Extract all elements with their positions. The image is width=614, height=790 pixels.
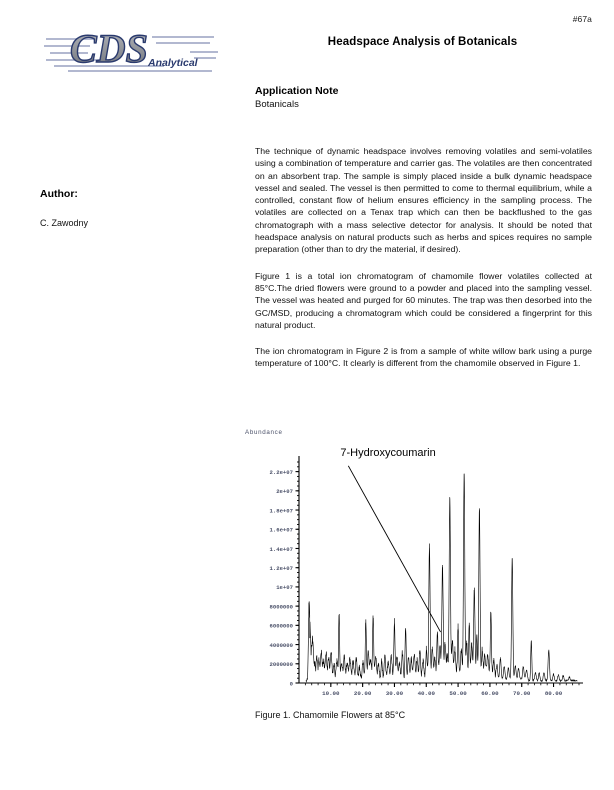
y-axis-tick-label: 1.6e+07 [269,526,293,534]
document-number: #67a [572,14,592,24]
page-title: Headspace Analysis of Botanicals [327,36,518,48]
peak-annotation-leader-line [348,466,440,632]
logo-subtext: Analytical [148,57,198,69]
chromatogram-plot [243,420,593,710]
application-note-heading: Application Note [255,85,339,97]
author-label: Author: [40,188,78,200]
logo-letters: CDS [70,26,148,71]
application-note-subject: Botanicals [255,99,299,110]
paragraph-3: The ion chromatogram in Figure 2 is from a sample of white willow bark using a purge temperature of 100°C. It clearly is different from the chamomile observed in Figure 1. [255,346,592,369]
y-axis-tick-label: 1.8e+07 [269,507,293,515]
figure-1 [243,420,593,740]
y-axis-tick-label: 0 [289,680,293,688]
logo-speedlines-right [152,37,218,58]
cds-analytical-logo [44,26,220,74]
chromatogram-trace [306,474,577,682]
paragraph-2: Figure 1 is a total ion chromatogram of chamomile flower volatiles collected at 85°C.The dried flowers were ground to a powder and placed into the sampling vessel. The vessel was heated and purged for 60 minutes. The trap was then desorbed into the GC/MSD, producing a chromatogram which could be considered a fingerprint for this natural product. [255,270,592,330]
y-axis-tick-label: 1.2e+07 [269,564,293,572]
x-axis-tick-label: 10.00 [322,690,340,697]
author-name: C. Zawodny [40,218,89,228]
x-axis-tick-label: 80.00 [544,690,563,697]
paragraph-1: The technique of dynamic headspace involves removing volatiles and semi-volatiles using a combination of temperature and carrier gas. The volatiles are then concentrated on an absorbent trap. The sample is simply placed inside a bulk dynamic headspace vessel and sealed. The vessel is then permitted to come to thermal equilibrium, while a controlled, constant flow of helium ensures efficiency in the sampling process. The volatiles are collected on a Tenax trap which can then be backflushed to the gas chromatograph with a mass selective detector for analysis. It should be noted that headspace analysis on natural products such as herbs and spices requires no sample preparation (other than to dry the material, if desired). [255,146,592,255]
y-axis-tick-label: 4000000 [269,641,293,649]
y-axis-label: Abundance [245,429,283,436]
x-axis-tick-label: 40.00 [417,690,435,697]
y-axis-tick-label: 6000000 [269,622,293,630]
peak-annotation-label: 7-Hydroxycoumarin [340,447,436,460]
y-axis-tick-label: 1e+07 [276,584,293,592]
x-axis-tick-label: 60.00 [481,690,499,697]
author-block [40,188,220,228]
y-axis-tick-label: 8000000 [269,603,293,611]
y-axis-tick-label: 2.2e+07 [269,468,293,476]
x-axis-tick-label: 50.00 [449,690,467,697]
y-axis-tick-label: 2e+07 [276,488,293,496]
x-axis-tick-label: 70.00 [513,690,531,697]
application-note-block [255,85,591,110]
x-axis-tick-label: 20.00 [353,690,372,697]
x-axis-tick-label: 30.00 [385,690,404,697]
figure-caption: Figure 1. Chamomile Flowers at 85°C [255,710,406,720]
y-axis-tick-label: 1.4e+07 [269,545,293,553]
y-axis-tick-label: 2000000 [269,661,293,669]
logo-artwork [44,26,220,74]
body-text-column [255,145,592,384]
